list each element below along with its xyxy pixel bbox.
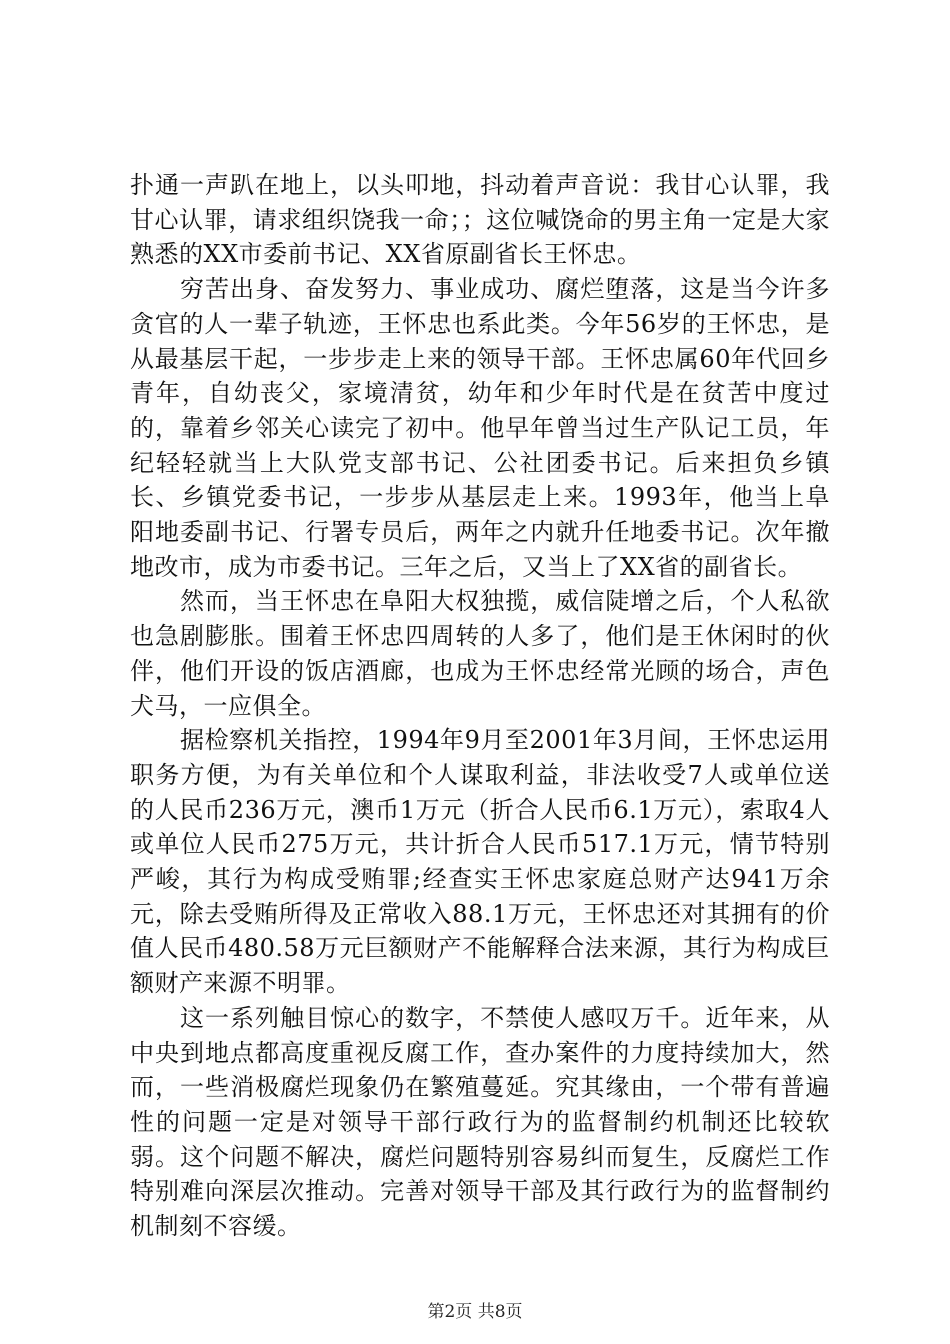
paragraph-2: 穷苦出身、奋发努力、事业成功、腐烂堕落，这是当今许多贪官的人一辈子轨迹，王怀忠也系此类。今年56岁的王怀忠，是从最基层干起，一步步走上来的领导干部。王怀忠属60年代回乡青年，自幼丧父，家境清贫，幼年和少年时代是在贫苦中度过的，靠着乡邻关心读完了初中。他早年曾当过生产队记工员，年纪轻轻就当上大队党支部书记、公社团委书记。后来担负乡镇长、乡镇党委书记，一步步从基层走上来。1993年，他当上阜阳地委副书记、行署专员后，两年之内就升任地委书记。次年撤地改市，成为市委书记。三年之后，又当上了XX省的副省长。 [130, 275, 830, 581]
paragraph-3: 然而，当王怀忠在阜阳大权独揽，威信陡增之后，个人私欲也急剧膨胀。围着王怀忠四周转的人多了，他们是王休闲时的伙伴，他们开设的饭店酒廊，也成为王怀忠经常光顾的场合，声色犬马，一应俱全。 [130, 587, 830, 720]
paragraph-5: 这一系列触目惊心的数字，不禁使人感叹万千。近年来，从中央到地点都高度重视反腐工作，查办案件的力度持续加大，然而，一些消极腐烂现象仍在繁殖蔓延。究其缘由，一个带有普遍性的问题一定是对领导干部行政行为的监督制约机制还比较软弱。这个问题不解决，腐烂问题特别容易纠而复生，反腐烂工作特别难向深层次推动。完善对领导干部及其行政行为的监督制约机制刻不容缓。 [130, 1003, 830, 1241]
paragraph-4: 据检察机关指控，1994年9月至2001年3月间，王怀忠运用职务方便，为有关单位和个人谋取利益，非法收受7人或单位送的人民币236万元，澳币1万元（折合人民币6.1万元），索取4人或单位人民币275万元，共计折合人民币517.1万元，情节特别严峻，其行为构成受贿罪;经查实王怀忠家庭总财产达941万余元，除去受贿所得及正常收入88.1万元，王怀忠还对其拥有的价值人民币480.58万元巨额财产不能解释合法来源，其行为构成巨额财产来源不明罪。 [130, 726, 830, 998]
document-body [130, 168, 830, 1244]
page-number-footer: 第2页 共8页 [427, 1302, 523, 1322]
paragraph-1: 扑通一声趴在地上，以头叩地，抖动着声音说：我甘心认罪，我甘心认罪，请求组织饶我一命；；这位喊饶命的男主角一定是大家熟悉的XX市委前书记、XX省原副省长王怀忠。 [130, 171, 830, 269]
